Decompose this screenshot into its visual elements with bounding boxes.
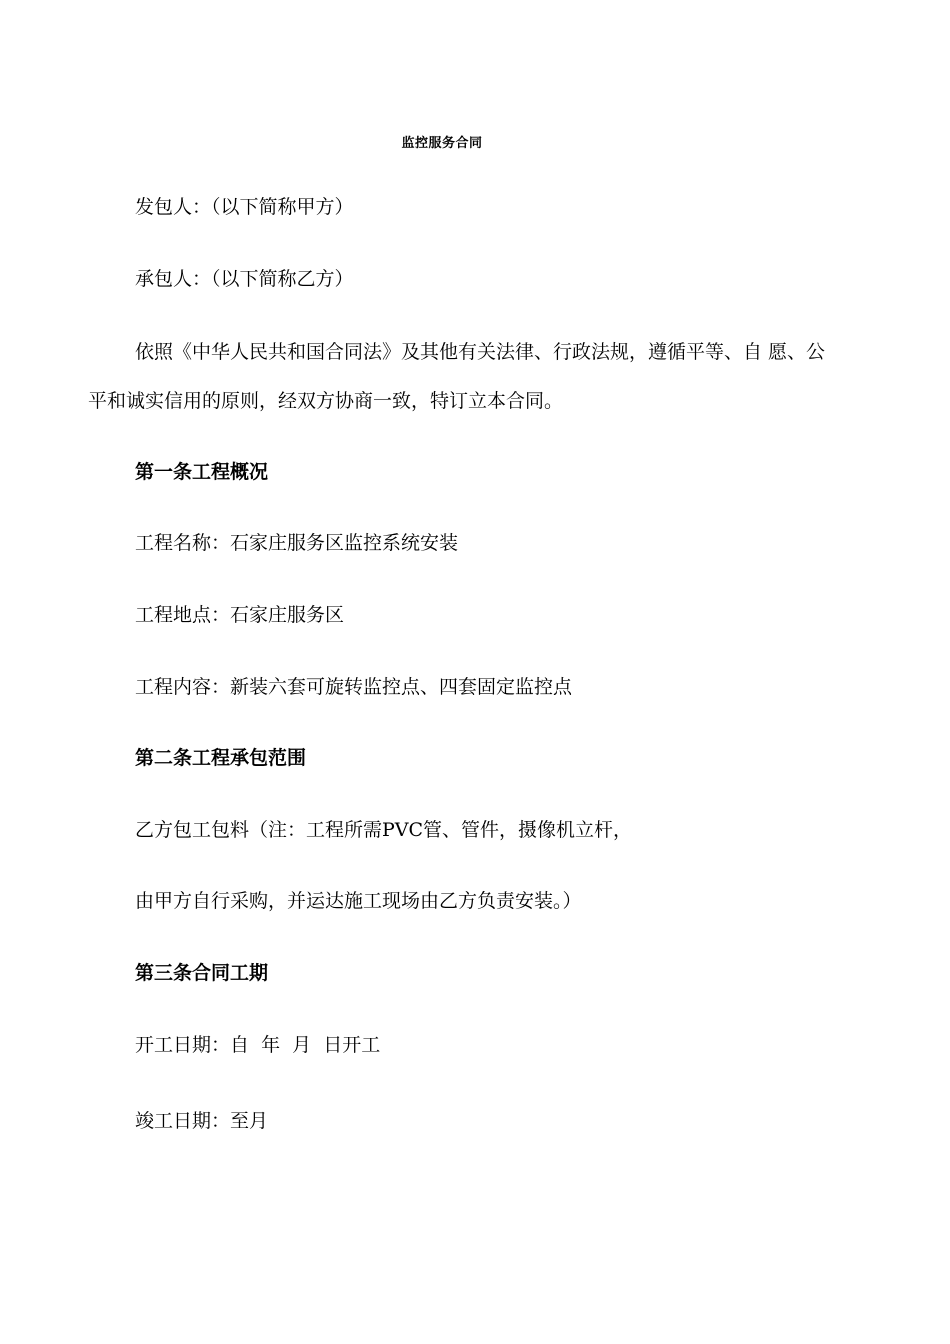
project-name-line: 工程名称：石家庄服务区监控系统安装 (135, 532, 459, 554)
article-1-heading: 第一条工程概况 (135, 461, 269, 483)
party-b-line: 承包人：（以下简称乙方） (135, 268, 354, 290)
project-location-line: 工程地点：石家庄服务区 (135, 604, 345, 626)
party-a-line: 发包人：（以下简称甲方） (135, 196, 354, 218)
scope-line-2: 由甲方自行采购，并运达施工现场由乙方负责安装。） (135, 890, 582, 912)
start-date-line: 开工日期：自 年 月 日开工 (135, 1034, 381, 1056)
scope-line-1: 乙方包工包料（注：工程所需PVC管、管件，摄像机立杆， (135, 819, 633, 841)
article-3-heading: 第三条合同工期 (135, 962, 269, 984)
project-content-line: 工程内容：新装六套可旋转监控点、四套固定监控点 (135, 676, 573, 698)
document-title: 监控服务合同 (401, 136, 483, 151)
intro-paragraph-line-2: 平和诚实信用的原则，经双方协商一致，特订立本合同。 (88, 390, 564, 412)
article-2-heading: 第二条工程承包范围 (135, 747, 307, 769)
intro-paragraph-line-1: 依照《中华人民共和国合同法》及其他有关法律、行政法规，遵循平等、自 愿、公 (135, 341, 826, 363)
completion-date-line: 竣工日期：至月 (135, 1110, 269, 1132)
